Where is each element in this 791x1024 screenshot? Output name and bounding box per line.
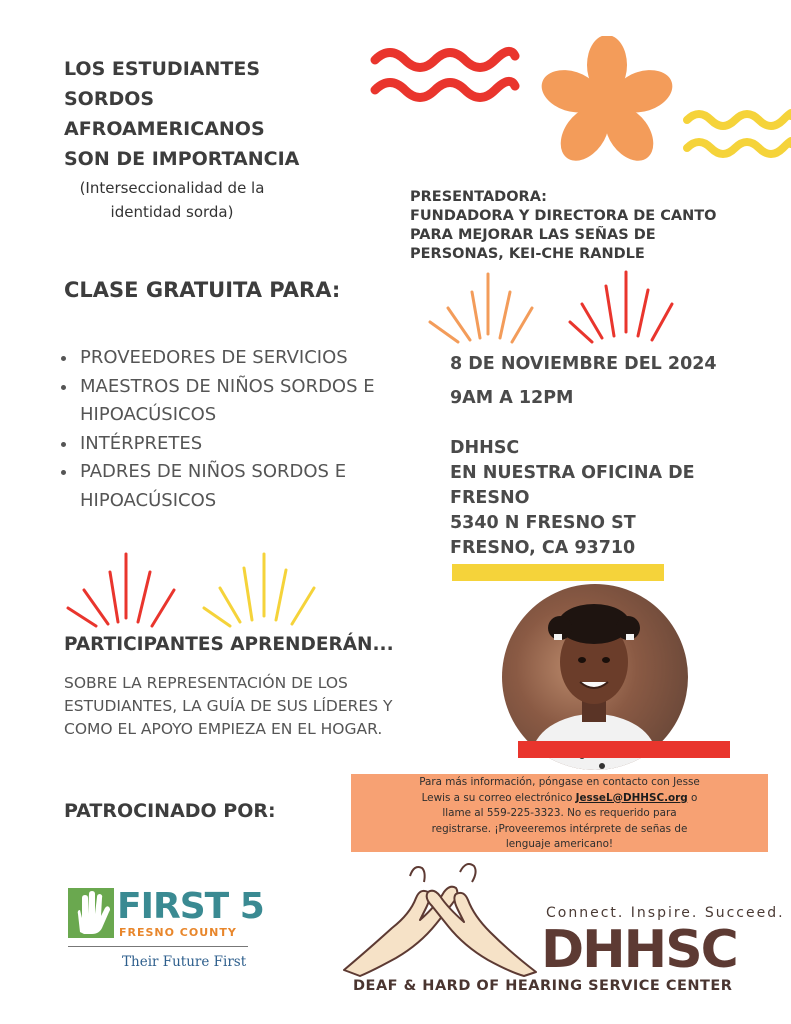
dhhsc-full-name: DEAF & HARD OF HEARING SERVICE CENTER: [353, 978, 733, 994]
hand-logo-icon: [68, 888, 114, 938]
subtitle-line: (Interseccionalidad de la: [79, 179, 265, 197]
learn-line: ESTUDIANTES, LA GUÍA DE SUS LÍDERES Y: [64, 697, 393, 715]
learn-heading: PARTICIPANTES APRENDERÁN...: [64, 634, 394, 655]
list-item: • PADRES DE NIÑOS SORDOS E HIPOACÚSICOS: [78, 458, 408, 515]
first5-county: FRESNO COUNTY: [119, 926, 237, 939]
signing-hands-icon: [340, 858, 540, 978]
yellow-zigzag-decoration: [682, 104, 791, 166]
first5-tagline: Their Future First: [122, 954, 247, 970]
learn-line: SOBRE LA REPRESENTACIÓN DE LOS: [64, 674, 348, 692]
info-line: Para más información, póngase en contacto con Jesse: [419, 776, 700, 788]
list-item: • MAESTROS DE NIÑOS SORDOS E HIPOACÚSICOS: [78, 373, 408, 430]
presenter-line: PERSONAS, KEI-CHE RANDLE: [410, 246, 645, 262]
location-line: 5340 N FRESNO ST: [450, 513, 636, 533]
dhhsc-tagline: Connect. Inspire. Succeed.: [546, 905, 785, 921]
presenter-block: [410, 188, 770, 264]
info-line: registrarse. ¡Proveeremos intérprete de señas de: [431, 822, 688, 835]
flyer-subtitle: [52, 176, 292, 224]
class-heading: CLASE GRATUITA PARA:: [64, 278, 341, 302]
learn-line: COMO EL APOYO EMPIEZA EN EL HOGAR.: [64, 720, 383, 738]
location-line: DHHSC: [450, 438, 520, 458]
event-details: [450, 350, 770, 561]
info-line: llame al 559-225-3323. No es requerido para: [442, 807, 677, 819]
event-time: 9AM A 12PM: [450, 388, 574, 408]
first5-wordmark: FIRST 5: [117, 886, 264, 927]
first5-divider: [68, 946, 248, 947]
burst-decoration-right: [420, 270, 690, 348]
title-line: LOS ESTUDIANTES: [64, 58, 261, 80]
subtitle-line: identidad sorda): [110, 203, 234, 221]
event-date: 8 DE NOVIEMBRE DEL 2024: [450, 354, 717, 374]
location-line: EN NUESTRA OFICINA DE: [450, 463, 695, 483]
email-link[interactable]: JesseL@DHHSC.org: [575, 791, 688, 804]
yellow-accent-bar: [452, 564, 664, 581]
learn-body: [64, 672, 434, 741]
presenter-line: PRESENTADORA:: [410, 189, 547, 205]
dhhsc-wordmark: DHHSC: [541, 920, 737, 980]
burst-decoration-left: [64, 552, 326, 632]
orange-flower-decoration: [536, 36, 678, 170]
contact-info-box: [351, 774, 768, 852]
title-line: AFROAMERICANOS: [64, 118, 265, 140]
audience-list: [58, 344, 408, 515]
info-line: lenguaje americano!: [505, 838, 614, 850]
red-accent-bar: [518, 741, 730, 758]
location-line: FRESNO: [450, 488, 530, 508]
list-item: • INTÉRPRETES: [78, 430, 408, 459]
sponsor-heading: PATROCINADO POR:: [64, 800, 276, 822]
event-location: [450, 436, 770, 561]
info-text: o: [687, 791, 698, 804]
info-line: [365, 791, 754, 807]
presenter-line: PARA MEJORAR LAS SEÑAS DE: [410, 227, 656, 243]
info-text: Lewis a su correo electrónico: [421, 791, 576, 804]
title-line: SON DE IMPORTANCIA: [64, 148, 300, 170]
list-item: • PROVEEDORES DE SERVICIOS: [78, 344, 408, 373]
red-zigzag-decoration: [370, 40, 520, 110]
title-line: SORDOS: [64, 88, 155, 110]
flyer-title: [64, 54, 384, 174]
location-line: FRESNO, CA 93710: [450, 538, 636, 558]
presenter-line: FUNDADORA Y DIRECTORA DE CANTO: [410, 208, 717, 224]
